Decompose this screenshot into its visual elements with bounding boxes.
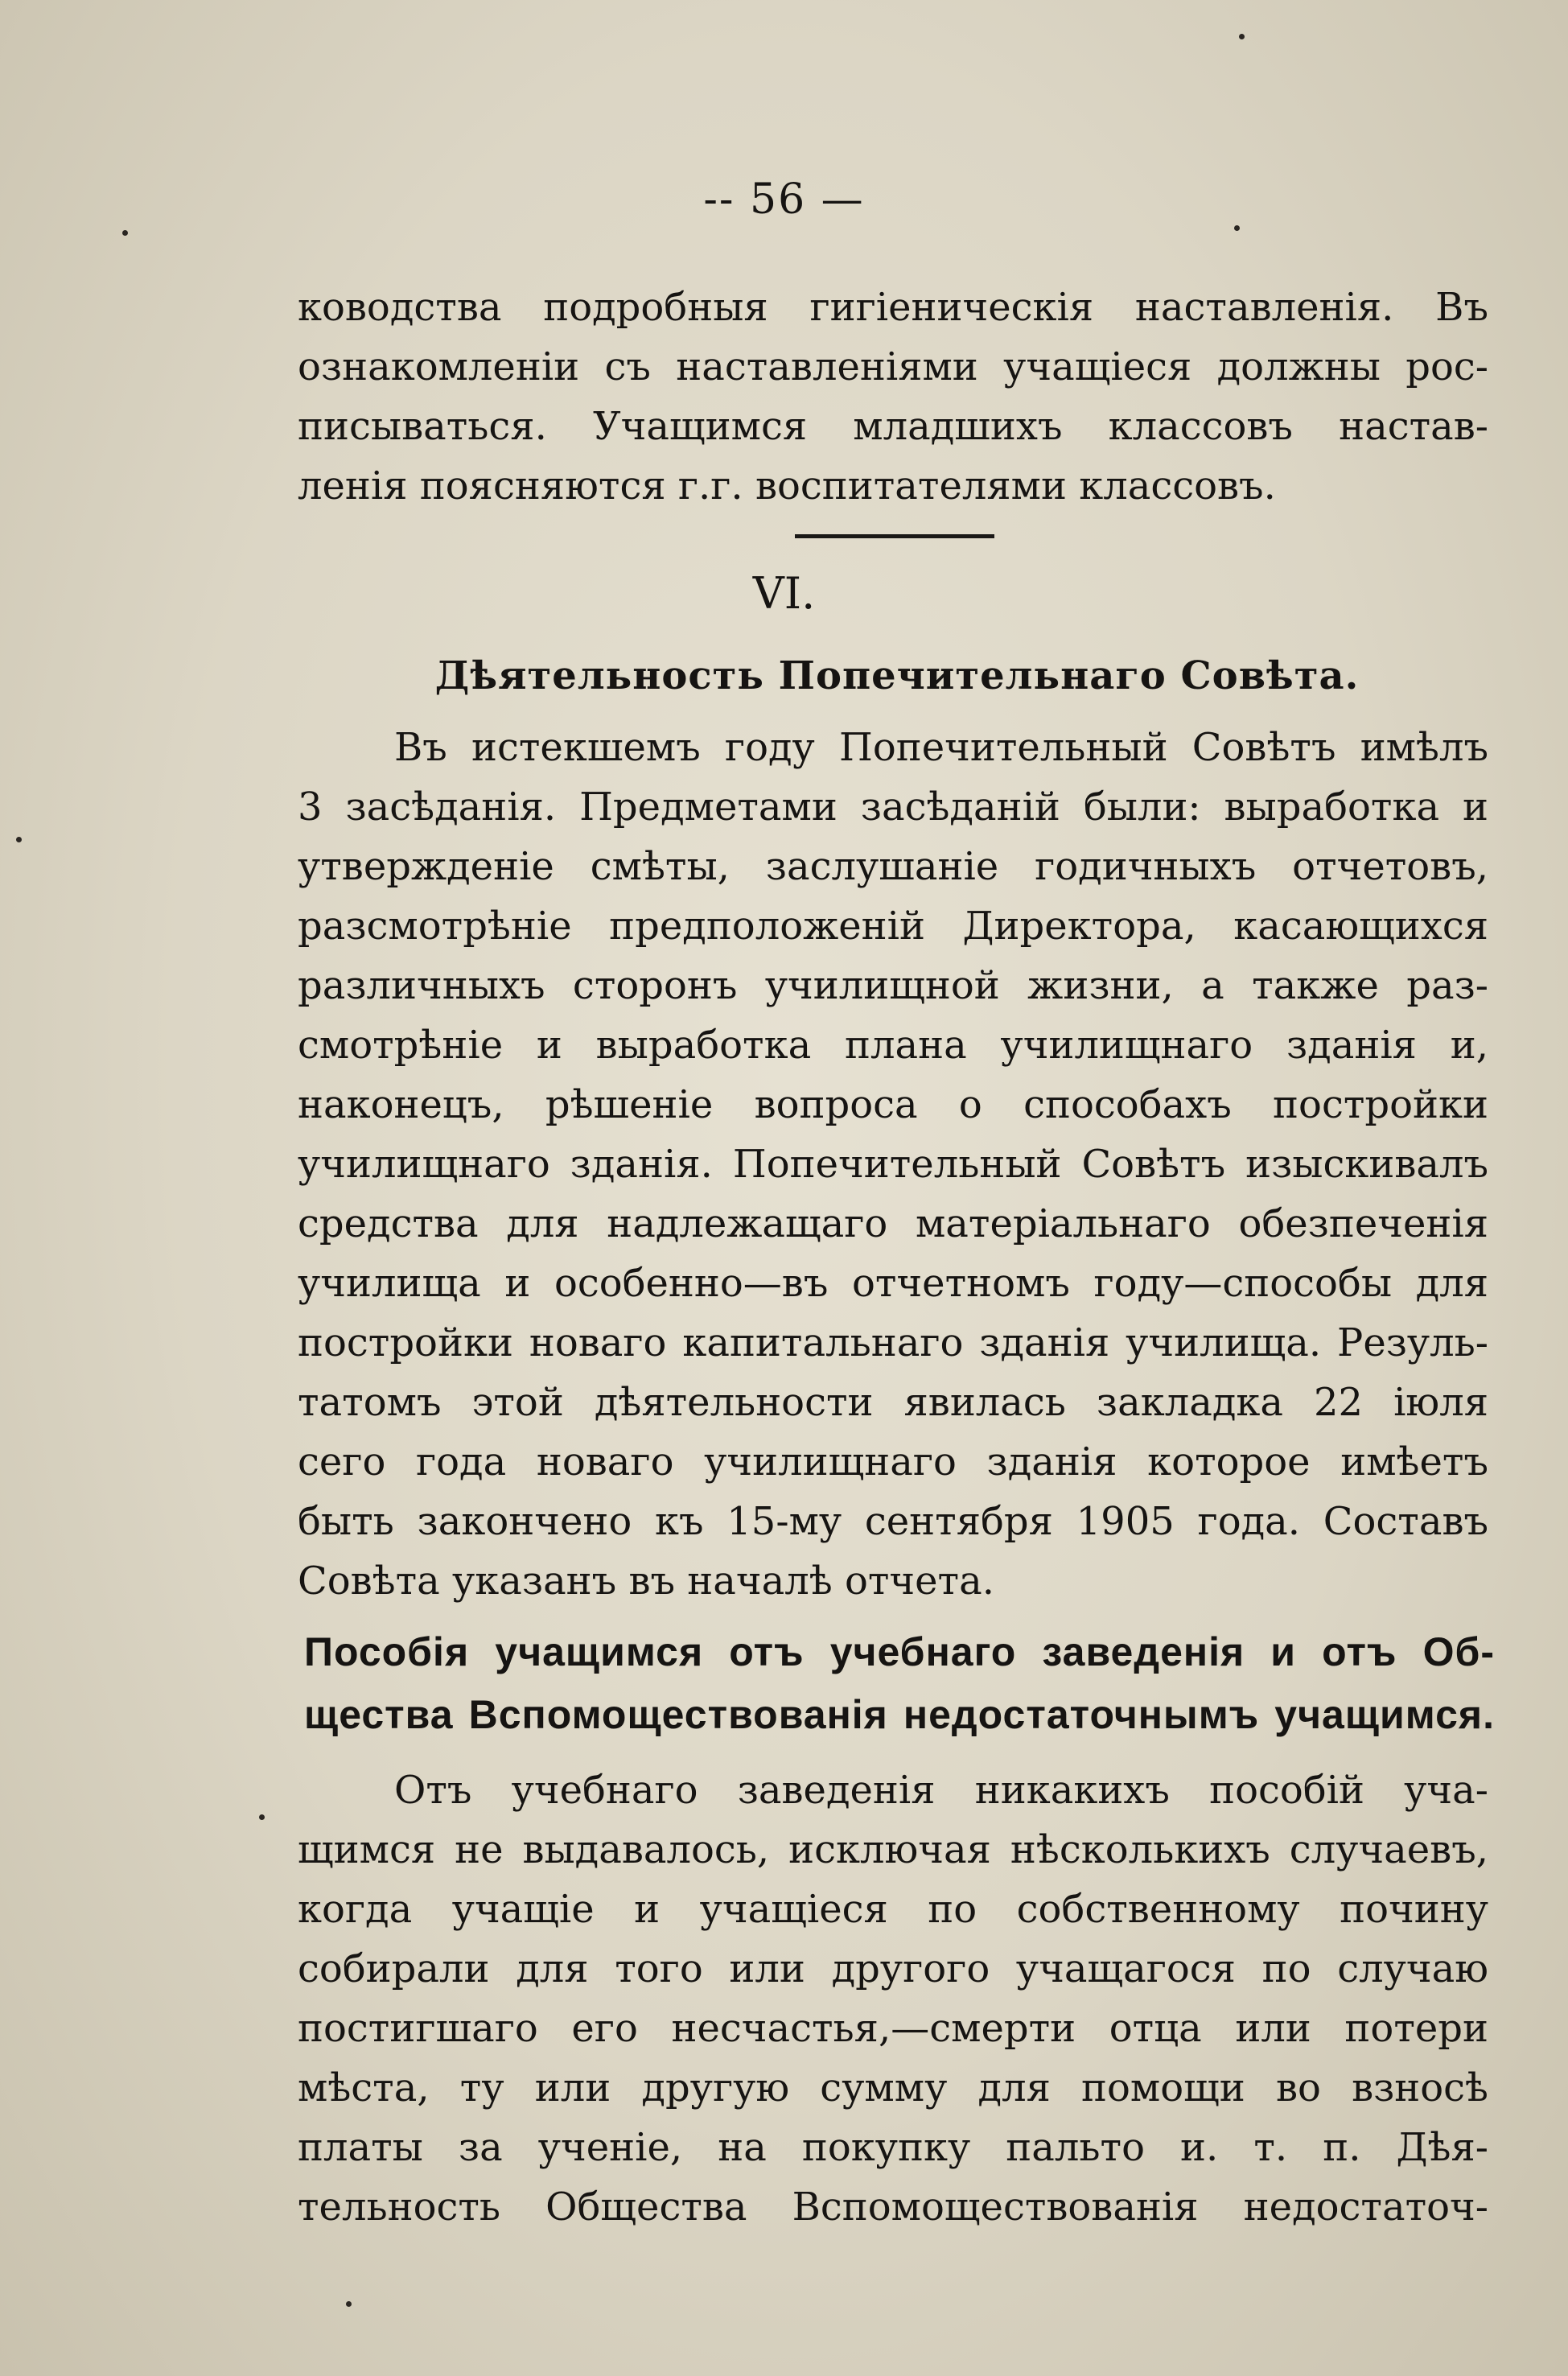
paper-speck bbox=[259, 1814, 265, 1820]
paragraph-line: смотрѣніе и выработка плана училищнаго зданія и, bbox=[298, 1023, 1488, 1068]
paragraph-line: платы за ученіе, на покупку пальто и. т. п. Дѣя- bbox=[298, 2125, 1488, 2170]
intro-paragraph bbox=[298, 278, 1488, 516]
paragraph-line: различныхъ сторонъ училищной жизни, а также раз- bbox=[298, 963, 1488, 1008]
paragraph-line: наконецъ, рѣшеніе вопроса о способахъ постройки bbox=[298, 1082, 1488, 1127]
paper-speck bbox=[1239, 34, 1245, 39]
paragraph-line: тельность Общества Вспомоществованія недостаточ- bbox=[298, 2185, 1488, 2230]
paragraph-line: средства для надлежащаго матеріальнаго обезпеченія bbox=[298, 1201, 1488, 1246]
paragraph-line: утвержденіе смѣты, заслушаніе годичныхъ отчетовъ, bbox=[298, 844, 1488, 889]
paragraph-line: Отъ учебнаго заведенія никакихъ пособій уча- bbox=[394, 1768, 1488, 1813]
paragraph-line: Въ истекшемъ году Попечительный Совѣтъ имѣлъ bbox=[394, 725, 1488, 770]
paragraph-line: собирали для того или другого учащагося по случаю bbox=[298, 1946, 1488, 1991]
paragraph-line: ленія поясняются г.г. воспитателями классовъ. bbox=[298, 463, 1276, 509]
section-title: Дѣятельность Попечительнаго Совѣта. bbox=[434, 653, 1360, 698]
section-divider bbox=[795, 534, 994, 538]
paper-speck bbox=[122, 230, 128, 236]
paragraph-line: Совѣта указанъ въ началѣ отчета. bbox=[298, 1559, 994, 1604]
paragraph-line: 3 засѣданія. Предметами засѣданій были: выработка и bbox=[298, 784, 1488, 830]
subsection-title-line: щества Вспомоществованія недостаточнымъ учащимся. bbox=[304, 1692, 1495, 1737]
paragraph-line: разсмотрѣніе предположеній Директора, касающихся bbox=[298, 904, 1488, 949]
paragraph-line: сего года новаго училищнаго зданія которое имѣетъ bbox=[298, 1439, 1488, 1484]
paragraph-line: писываться. Учащимся младшихъ классовъ настав- bbox=[298, 404, 1488, 449]
paragraph-line: училищнаго зданія. Попечительный Совѣтъ изыскивалъ bbox=[298, 1142, 1488, 1187]
paragraph-line: когда учащіе и учащіеся по собственному почину bbox=[298, 1887, 1488, 1932]
paragraph-line: мѣста, ту или другую сумму для помощи во взносѣ bbox=[298, 2065, 1488, 2110]
paragraph-line: щимся не выдавалось, исключая нѣсколькихъ случаевъ, bbox=[298, 1827, 1488, 1872]
aid-paragraph bbox=[298, 1760, 1488, 2237]
paper-speck bbox=[346, 2301, 352, 2307]
council-paragraph bbox=[298, 718, 1488, 1611]
paragraph-line: постройки новаго капитальнаго зданія училища. Резуль- bbox=[298, 1320, 1488, 1365]
paragraph-line: постигшаго его несчастья,—смерти отца или потери bbox=[298, 2006, 1488, 2051]
paragraph-line: училища и особенно—въ отчетномъ году—способы для bbox=[298, 1261, 1488, 1306]
page-number: -- 56 — bbox=[703, 175, 865, 224]
paragraph-line: ознакомленіи съ наставленіями учащіеся должны рос- bbox=[298, 344, 1488, 389]
subsection-title-line: Пособія учащимся отъ учебнаго заведенія и отъ Об- bbox=[304, 1629, 1495, 1674]
paragraph-line: татомъ этой дѣятельности явилась закладка 22 іюля bbox=[298, 1380, 1488, 1425]
paragraph-line: ководства подробныя гигіеническія наставленія. Въ bbox=[298, 285, 1488, 330]
paragraph-line: быть закончено къ 15-му сентября 1905 года. Составъ bbox=[298, 1499, 1488, 1544]
paper-speck bbox=[16, 837, 22, 842]
paper-speck bbox=[1234, 225, 1240, 231]
section-numeral: VI. bbox=[752, 568, 816, 619]
subsection-title bbox=[304, 1620, 1495, 1746]
